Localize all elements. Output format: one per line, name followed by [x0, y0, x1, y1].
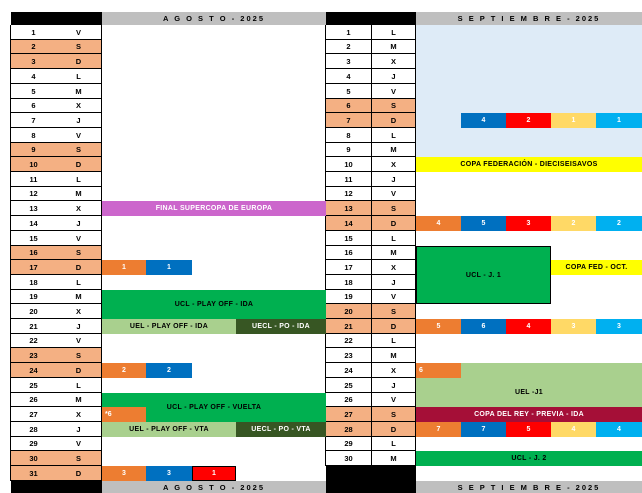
august-weekday-letter: J: [56, 113, 102, 128]
august-day-number: 22: [11, 334, 57, 348]
august-weekday-letter: J: [56, 216, 102, 231]
september-weekday-letter: S: [372, 304, 416, 319]
september-weekday-letter: V: [372, 393, 416, 407]
september-day-number: 5: [326, 84, 372, 99]
aug-17-slot-orange: 1: [102, 260, 146, 275]
september-day-number: 15: [326, 231, 372, 246]
august-weekday-letter: D: [56, 466, 102, 481]
aug-24-slot-orange: 2: [102, 363, 146, 378]
september-day-number: 10: [326, 157, 372, 172]
september-weekday-letter: J: [372, 378, 416, 393]
august-day-number: 19: [11, 290, 57, 304]
sep-28-slot-yellow: 4: [551, 422, 596, 437]
september-header-black-block: [326, 12, 416, 25]
august-weekday-letter: V: [56, 128, 102, 143]
september-day-number: 25: [326, 378, 372, 393]
september-day-number: 1: [326, 25, 372, 40]
august-weekday-letter: S: [56, 143, 102, 157]
august-weekday-letter: X: [56, 201, 102, 216]
august-day-number: 31: [11, 466, 57, 481]
sep-7-slot-yellow: 1: [551, 113, 596, 128]
september-day-number: 4: [326, 69, 372, 84]
august-footer-black-block: [11, 481, 102, 493]
august-weekday-letter: M: [56, 290, 102, 304]
august-day-number: 28: [11, 422, 57, 437]
september-weekday-letter: X: [372, 260, 416, 275]
september-weekday-letter: X: [372, 363, 416, 378]
september-weekday-letter: D: [372, 216, 416, 231]
september-weekday-letter: S: [372, 99, 416, 113]
september-day-number: 7: [326, 113, 372, 128]
aug-31-slot-orange: 3: [102, 466, 146, 481]
august-day-number: 4: [11, 69, 57, 84]
september-weekday-letter: D: [372, 422, 416, 437]
aug-27-note: *6: [102, 407, 146, 422]
september-day-number: 19: [326, 290, 372, 304]
august-weekday-letter: J: [56, 319, 102, 334]
august-weekday-letter: S: [56, 451, 102, 466]
sep-14-slot-orange: 4: [416, 216, 461, 231]
september-day-number: 14: [326, 216, 372, 231]
sep-21-slot-orange: 5: [416, 319, 461, 334]
august-weekday-letter: X: [56, 407, 102, 422]
copa-federacion-dieciseisavos-bar: COPA FEDERACIÓN - DIECISEISAVOS: [416, 157, 642, 172]
uecl-po-vta-bar: UECL - PO - VTA: [236, 422, 326, 437]
ucl-playoff-vuelta-bar: UCL - PLAY OFF - VUELTA: [102, 393, 326, 422]
august-header-black-block: [11, 12, 102, 25]
august-day-number: 24: [11, 363, 57, 378]
september-day-number: 22: [326, 334, 372, 348]
september-day-number: 11: [326, 172, 372, 187]
ucl-playoff-ida-bar: UCL - PLAY OFF - IDA: [102, 290, 326, 319]
august-footer-title: A G O S T O - 2025: [102, 481, 326, 493]
uel-playoff-ida-bar: UEL - PLAY OFF - IDA: [102, 319, 236, 334]
september-weekday-letter: L: [372, 128, 416, 143]
august-day-number: 18: [11, 275, 57, 290]
august-day-number: 13: [11, 201, 57, 216]
august-weekday-letter: S: [56, 246, 102, 260]
sep-28-slot-cyan: 4: [596, 422, 642, 437]
sep-14-slot-blue: 5: [461, 216, 506, 231]
september-weekday-letter: M: [372, 143, 416, 157]
september-weekday-letter: J: [372, 275, 416, 290]
august-day-number: 6: [11, 99, 57, 113]
august-day-number: 9: [11, 143, 57, 157]
sep-14-slot-red: 3: [506, 216, 551, 231]
august-day-number: 10: [11, 157, 57, 172]
august-weekday-letter: X: [56, 304, 102, 319]
august-day-number: 11: [11, 172, 57, 187]
sep-21-slot-yellow: 3: [551, 319, 596, 334]
september-day-number: 8: [326, 128, 372, 143]
aug-31-slot-blue: 3: [146, 466, 192, 481]
august-weekday-letter: D: [56, 260, 102, 275]
august-table-left-border: [10, 25, 11, 481]
sep-28-slot-red: 5: [506, 422, 551, 437]
august-weekday-letter: S: [56, 40, 102, 54]
august-weekday-letter: L: [56, 69, 102, 84]
august-day-number: 12: [11, 187, 57, 201]
uecl-po-ida-bar: UECL - PO - IDA: [236, 319, 326, 334]
september-weekday-letter: V: [372, 187, 416, 201]
august-day-number: 2: [11, 40, 57, 54]
august-day-number: 3: [11, 54, 57, 69]
september-weekday-letter: V: [372, 290, 416, 304]
september-day-number: 30: [326, 451, 372, 466]
sep-14-slot-yellow: 2: [551, 216, 596, 231]
august-header-title: A G O S T O - 2025: [102, 12, 326, 25]
august-day-number: 8: [11, 128, 57, 143]
september-day-number: 13: [326, 201, 372, 216]
september-weekday-letter: D: [372, 319, 416, 334]
september-weekday-letter: L: [372, 437, 416, 451]
august-weekday-letter: M: [56, 393, 102, 407]
august-day-number: 23: [11, 348, 57, 363]
september-day-number: 16: [326, 246, 372, 260]
september-weekday-letter: L: [372, 334, 416, 348]
august-weekday-letter: D: [56, 54, 102, 69]
august-day-number: 29: [11, 437, 57, 451]
august-day-number: 27: [11, 407, 57, 422]
sep-14-slot-cyan: 2: [596, 216, 642, 231]
september-weekday-letter: S: [372, 407, 416, 422]
august-weekday-letter: L: [56, 378, 102, 393]
september-day-number: 17: [326, 260, 372, 275]
september-weekday-letter: X: [372, 157, 416, 172]
september-day-number: 3: [326, 54, 372, 69]
august-day-number: 5: [11, 84, 57, 99]
september-footer-black-block: [326, 466, 416, 493]
august-weekday-letter: M: [56, 84, 102, 99]
copa-fed-oct-bar: COPA FED - OCT.: [551, 260, 642, 275]
september-day-number: 23: [326, 348, 372, 363]
august-day-number: 7: [11, 113, 57, 128]
august-weekday-letter: J: [56, 422, 102, 437]
august-day-number: 14: [11, 216, 57, 231]
september-day-number: 21: [326, 319, 372, 334]
august-weekday-letter: V: [56, 25, 102, 40]
september-day-number: 26: [326, 393, 372, 407]
august-day-number: 16: [11, 246, 57, 260]
september-weekday-letter: S: [372, 201, 416, 216]
september-weekday-letter: J: [372, 69, 416, 84]
august-day-number: 26: [11, 393, 57, 407]
august-day-number: 20: [11, 304, 57, 319]
aug-24-slot-blue: 2: [146, 363, 192, 378]
sep-21-slot-cyan: 3: [596, 319, 642, 334]
ucl-j2-bar: UCL - J. 2: [416, 451, 642, 466]
august-weekday-letter: V: [56, 437, 102, 451]
ucl-j1-block: UCL - J. 1: [416, 246, 551, 304]
sep-28-slot-orange: 7: [416, 422, 461, 437]
sep-7-slot-red: 2: [506, 113, 551, 128]
september-day-number: 28: [326, 422, 372, 437]
august-weekday-letter: D: [56, 157, 102, 172]
september-weekday-letter: M: [372, 40, 416, 54]
august-weekday-letter: V: [56, 231, 102, 246]
sep-21-slot-blue: 6: [461, 319, 506, 334]
august-day-number: 21: [11, 319, 57, 334]
august-weekday-letter: L: [56, 275, 102, 290]
september-day-number: 9: [326, 143, 372, 157]
september-day-number: 12: [326, 187, 372, 201]
uel-j1-block: UEL -J1: [416, 378, 642, 407]
uel-playoff-vta-bar: UEL - PLAY OFF - VTA: [102, 422, 236, 437]
august-day-number: 25: [11, 378, 57, 393]
september-weekday-letter: X: [372, 54, 416, 69]
august-weekday-letter: X: [56, 99, 102, 113]
september-weekday-letter: J: [372, 172, 416, 187]
sep-7-slot-cyan: 1: [596, 113, 642, 128]
aug-17-slot-blue: 1: [146, 260, 192, 275]
sep-24-slot-orange: 6: [416, 363, 461, 378]
september-weekday-letter: D: [372, 113, 416, 128]
september-weekday-letter: M: [372, 246, 416, 260]
supercopa-final-bar: FINAL SUPERCOPA DE EUROPA: [102, 201, 326, 216]
august-day-number: 1: [11, 25, 57, 40]
august-weekday-letter: D: [56, 363, 102, 378]
august-weekday-letter: S: [56, 348, 102, 363]
august-weekday-letter: L: [56, 172, 102, 187]
september-day-number: 27: [326, 407, 372, 422]
september-weekday-letter: M: [372, 348, 416, 363]
sep-pale-blue-block: [416, 25, 642, 157]
sep-21-slot-red: 4: [506, 319, 551, 334]
september-footer-title: S E P T I E M B R E - 2025: [416, 481, 642, 493]
september-weekday-letter: L: [372, 25, 416, 40]
august-day-number: 17: [11, 260, 57, 275]
september-day-number: 29: [326, 437, 372, 451]
september-day-number: 24: [326, 363, 372, 378]
september-header-title: S E P T I E M B R E - 2025: [416, 12, 642, 25]
copa-del-rey-previa-ida-bar: COPA DEL REY - PREVIA - IDA: [416, 407, 642, 422]
august-day-number: 30: [11, 451, 57, 466]
aug-31-slot-red: 1: [192, 466, 236, 481]
september-weekday-letter: L: [372, 231, 416, 246]
september-day-number: 18: [326, 275, 372, 290]
september-day-number: 6: [326, 99, 372, 113]
uel-j1-top-extension: [461, 363, 642, 378]
august-weekday-letter: V: [56, 334, 102, 348]
september-day-number: 2: [326, 40, 372, 54]
september-day-number: 20: [326, 304, 372, 319]
august-weekday-letter: M: [56, 187, 102, 201]
september-weekday-letter: M: [372, 451, 416, 466]
sep-28-slot-blue: 7: [461, 422, 506, 437]
sep-7-slot-blue: 4: [461, 113, 506, 128]
september-weekday-letter: V: [372, 84, 416, 99]
august-day-number: 15: [11, 231, 57, 246]
